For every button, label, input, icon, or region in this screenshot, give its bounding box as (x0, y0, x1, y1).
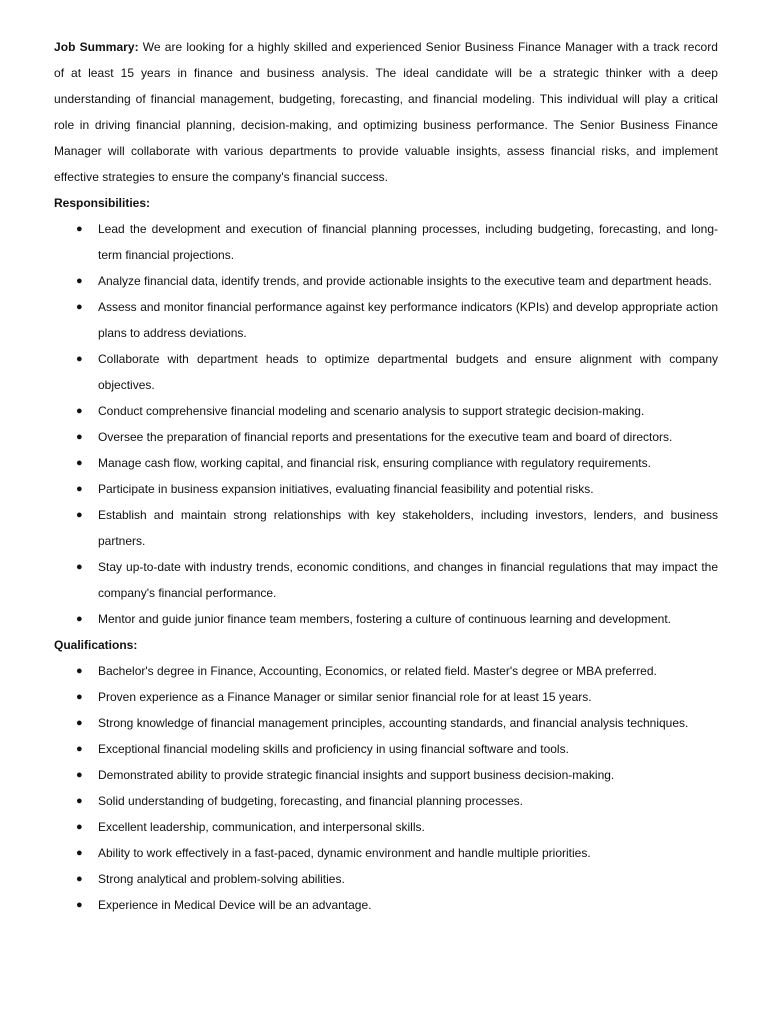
bullet-icon: ● (76, 691, 83, 703)
bullet-icon: ● (76, 275, 83, 287)
list-item (54, 450, 718, 476)
bullet-icon: ● (76, 301, 83, 313)
bullet-icon: ● (76, 717, 83, 729)
bullet-icon: ● (76, 795, 83, 807)
list-item (54, 658, 718, 684)
list-item (54, 606, 718, 632)
list-item (54, 268, 718, 294)
list-item (54, 502, 718, 554)
list-item (54, 476, 718, 502)
list-item (54, 294, 718, 346)
list-item (54, 398, 718, 424)
bullet-icon: ● (76, 743, 83, 755)
list-item-text: Conduct comprehensive financial modeling and scenario analysis to support strategic decision-making. (98, 404, 645, 418)
list-item-text: Oversee the preparation of financial reports and presentations for the executive team and board of directors. (98, 430, 673, 444)
list-item (54, 684, 718, 710)
list-item-text: Exceptional financial modeling skills and proficiency in using financial software and tools. (98, 742, 569, 756)
job-summary-text: We are looking for a highly skilled and experienced Senior Business Finance Manager with a track record of at least 15 years in finance and business analysis. The ideal candidate will be a strategic thinker with a deep understanding of financial management, budgeting, forecasting, and financial modeling. This individual will play a critical role in driving financial planning, decision-making, and optimizing business performance. The Senior Business Finance Manager will collaborate with various departments to provide valuable insights, assess financial risks, and implement effective strategies to ensure the company's financial success. (54, 40, 718, 184)
list-item-text: Demonstrated ability to provide strategic financial insights and support business decision-making. (98, 768, 615, 782)
responsibilities-list (54, 216, 718, 632)
bullet-icon: ● (76, 665, 83, 677)
list-item-text: Analyze financial data, identify trends, and provide actionable insights to the executive team and department heads. (98, 274, 712, 288)
job-summary-label: Job Summary: (54, 40, 139, 54)
qualifications-list (54, 658, 718, 918)
bullet-icon: ● (76, 899, 83, 911)
bullet-icon: ● (76, 353, 83, 365)
list-item (54, 840, 718, 866)
bullet-icon: ● (76, 405, 83, 417)
responsibilities-heading: Responsibilities: (54, 196, 151, 210)
list-item (54, 814, 718, 840)
list-item (54, 866, 718, 892)
list-item-text: Mentor and guide junior finance team members, fostering a culture of continuous learning and development. (98, 612, 672, 626)
qualifications-heading: Qualifications: (54, 638, 138, 652)
list-item (54, 216, 718, 268)
bullet-icon: ● (76, 821, 83, 833)
list-item-text: Ability to work effectively in a fast-paced, dynamic environment and handle multiple priorities. (98, 846, 591, 860)
bullet-icon: ● (76, 509, 83, 521)
bullet-icon: ● (76, 561, 83, 573)
list-item (54, 788, 718, 814)
list-item-text: Assess and monitor financial performance against key performance indicators (KPIs) and develop appropriate action plans to address deviations. (98, 300, 718, 340)
bullet-icon: ● (76, 769, 83, 781)
bullet-icon: ● (76, 431, 83, 443)
list-item-text: Proven experience as a Finance Manager or similar senior financial role for at least 15 years. (98, 690, 592, 704)
list-item-text: Strong knowledge of financial management principles, accounting standards, and financial analysis techniques. (98, 716, 689, 730)
list-item-text: Lead the development and execution of financial planning processes, including budgeting, forecasting, and long-term financial projections. (98, 222, 718, 262)
list-item-text: Collaborate with department heads to optimize departmental budgets and ensure alignment with company objectives. (98, 352, 718, 392)
job-summary-paragraph (54, 34, 718, 190)
list-item (54, 710, 718, 736)
list-item-text: Experience in Medical Device will be an advantage. (98, 898, 372, 912)
list-item (54, 554, 718, 606)
list-item-text: Solid understanding of budgeting, forecasting, and financial planning processes. (98, 794, 523, 808)
list-item-text: Stay up-to-date with industry trends, economic conditions, and changes in financial regulations that may impact the company's financial performance. (98, 560, 718, 600)
bullet-icon: ● (76, 223, 83, 235)
bullet-icon: ● (76, 613, 83, 625)
list-item-text: Bachelor's degree in Finance, Accounting, Economics, or related field. Master's degree or MBA preferred. (98, 664, 657, 678)
list-item (54, 892, 718, 918)
bullet-icon: ● (76, 847, 83, 859)
list-item-text: Establish and maintain strong relationships with key stakeholders, including investors, lenders, and business partners. (98, 508, 718, 548)
bullet-icon: ● (76, 457, 83, 469)
list-item-text: Strong analytical and problem-solving abilities. (98, 872, 345, 886)
list-item-text: Participate in business expansion initiatives, evaluating financial feasibility and potential risks. (98, 482, 594, 496)
list-item-text: Excellent leadership, communication, and interpersonal skills. (98, 820, 425, 834)
list-item-text: Manage cash flow, working capital, and financial risk, ensuring compliance with regulatory requirements. (98, 456, 651, 470)
list-item (54, 762, 718, 788)
list-item (54, 736, 718, 762)
bullet-icon: ● (76, 873, 83, 885)
bullet-icon: ● (76, 483, 83, 495)
list-item (54, 346, 718, 398)
list-item (54, 424, 718, 450)
